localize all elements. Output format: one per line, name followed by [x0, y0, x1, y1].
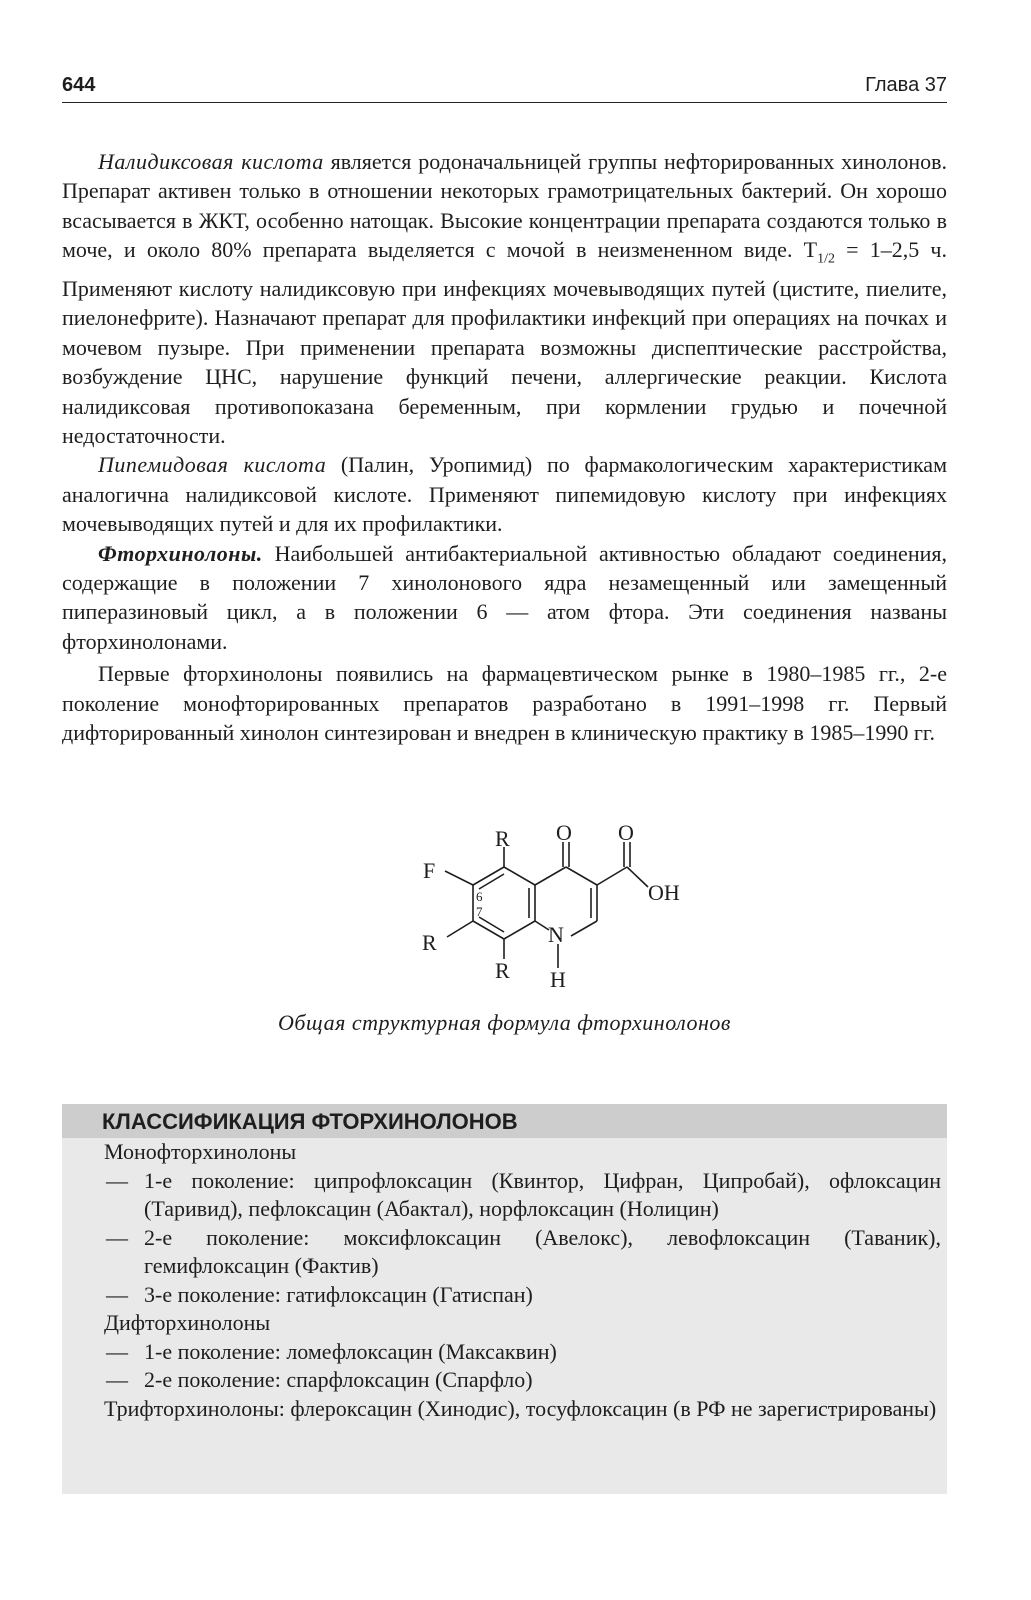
formula-labels — [422, 820, 680, 992]
classification-heading: КЛАССИФИКАЦИЯ ФТОРХИНОЛОНОВ — [62, 1104, 947, 1138]
half-life-subscript: 1/2 — [817, 251, 835, 267]
list-item-text: 2-е поколение: моксифлоксацин (Авелокс), левофлоксацин (Таваник), гемифлоксацин (Фактив) — [144, 1224, 941, 1278]
trifluoroquinolones-line: Трифторхинолоны: флероксацин (Хинодис), тосуфлоксацин (в РФ не зарегистрированы) — [104, 1395, 937, 1421]
list-item — [66, 1281, 941, 1310]
list-item-text: 2-е поколение: спарфлоксацин (Спарфло) — [144, 1367, 533, 1392]
structural-formula — [405, 820, 705, 1000]
formula-position-6: 6 — [476, 889, 483, 904]
page-number: 644 — [62, 74, 96, 96]
list-item-text: 1-е поколение: ципрофлоксацин (Квинтор, Цифран, Ципробай), офлоксацин (Таривид), пефлоксацин (Абактал), норфлоксацин (Нолицин) — [144, 1167, 941, 1221]
dash-marker: — — [106, 1224, 128, 1250]
term-pipemidic-acid: Пипемидовая кислота — [98, 452, 327, 478]
term-fluoroquinolones: Фторхинолоны. — [98, 540, 263, 566]
group-difluoroquinolones: Дифторхинолоны — [104, 1310, 271, 1335]
formula-label-nitrogen: N — [548, 922, 564, 947]
list-item — [66, 1224, 941, 1281]
list-item — [66, 1366, 941, 1395]
dash-marker: — — [106, 1338, 128, 1364]
formula-label-r-top: R — [495, 826, 510, 851]
classification-box — [62, 1104, 947, 1494]
page-header — [62, 74, 947, 103]
formula-label-oxygen-carboxyl: O — [618, 820, 634, 845]
paragraph-text: (Палин, Уропимид) по фармакологическим характеристикам аналогична налидиксовой кислоте. Применяют пипемидовую кислоту при инфекциях мочевыводящих путей и для их профилактики. — [62, 452, 947, 537]
dash-marker: — — [106, 1367, 128, 1392]
body-text — [62, 147, 947, 748]
list-item — [66, 1167, 941, 1224]
list-item — [66, 1338, 941, 1367]
group-monofluoroquinolones: Монофторхинолоны — [104, 1139, 297, 1164]
paragraph-pipemidic-acid — [62, 450, 947, 538]
formula-label-hydroxyl: OH — [648, 880, 680, 905]
chapter-title: Глава 37 — [865, 74, 947, 96]
formula-label-r-left: R — [422, 930, 437, 955]
dash-marker: — — [106, 1281, 128, 1307]
paragraph-fluoroquinolones — [62, 539, 947, 657]
list-item-text: 3-е поколение: гатифлоксацин (Гатиспан) — [144, 1281, 533, 1307]
paragraph-text: = 1–2,5 ч. Применяют кислоту налидиксовую при инфекциях мочевыводящих путей (цистите, пиелите, пиелонефрите). Назначают препарат для профилактики инфекций при операциях на почках и мочевом пузыре. При применении препарата возможны диспептические расстройства, возбуждение ЦНС, нарушение функций печени, аллергические реакции. Кислота налидиксовая противопоказана беременным, при кормлении грудью и почечной недостаточности. — [62, 237, 947, 449]
formula-label-r-bottom: R — [495, 958, 510, 983]
formula-position-numbers — [476, 889, 483, 919]
formula-position-7: 7 — [476, 904, 483, 919]
term-nalidixic-acid: Налидиксовая кислота — [98, 149, 324, 174]
formula-caption: Общая структурная формула фторхинолонов — [278, 1010, 731, 1035]
paragraph-text: является родоначальницей группы нефторированных хинолонов. Препарат активен только в отношении некоторых грамотрицательных бактерий. Он хорошо всасывается в ЖКТ, особенно натощак. Высокие концентрации препарата создаются только в моче, и около 80% препарата выделяется с мочой в неизмененном виде. T — [62, 149, 948, 263]
list-item-text: 1-е поколение: ломефлоксацин (Максаквин) — [144, 1338, 557, 1364]
paragraph-text: Наибольшей антибактериальной активностью обладают соединения, содержащие в положении 7 хинолонового ядра незамещенный или замещенный пиперазиновый цикл, а в положении 6 — атом фтора. Эти соединения названы фторхинолонами. — [62, 540, 947, 654]
paragraph-nalidixic-acid — [62, 147, 947, 450]
paragraph-history: Первые фторхинолоны появились на фармацевтическом рынке в 1980–1985 гг., 2-е поколение монофторированных препаратов разработано в 1991–1998 гг. Первый дифторированный хинолон синтезирован и внедрен в клиническую практику в 1985–1990 гг. — [62, 661, 947, 746]
formula-label-fluorine: F — [423, 858, 436, 883]
formula-label-hydrogen: H — [550, 967, 566, 992]
classification-list — [62, 1138, 947, 1423]
formula-label-oxygen-keto: O — [556, 820, 572, 845]
dash-marker: — — [106, 1167, 128, 1193]
